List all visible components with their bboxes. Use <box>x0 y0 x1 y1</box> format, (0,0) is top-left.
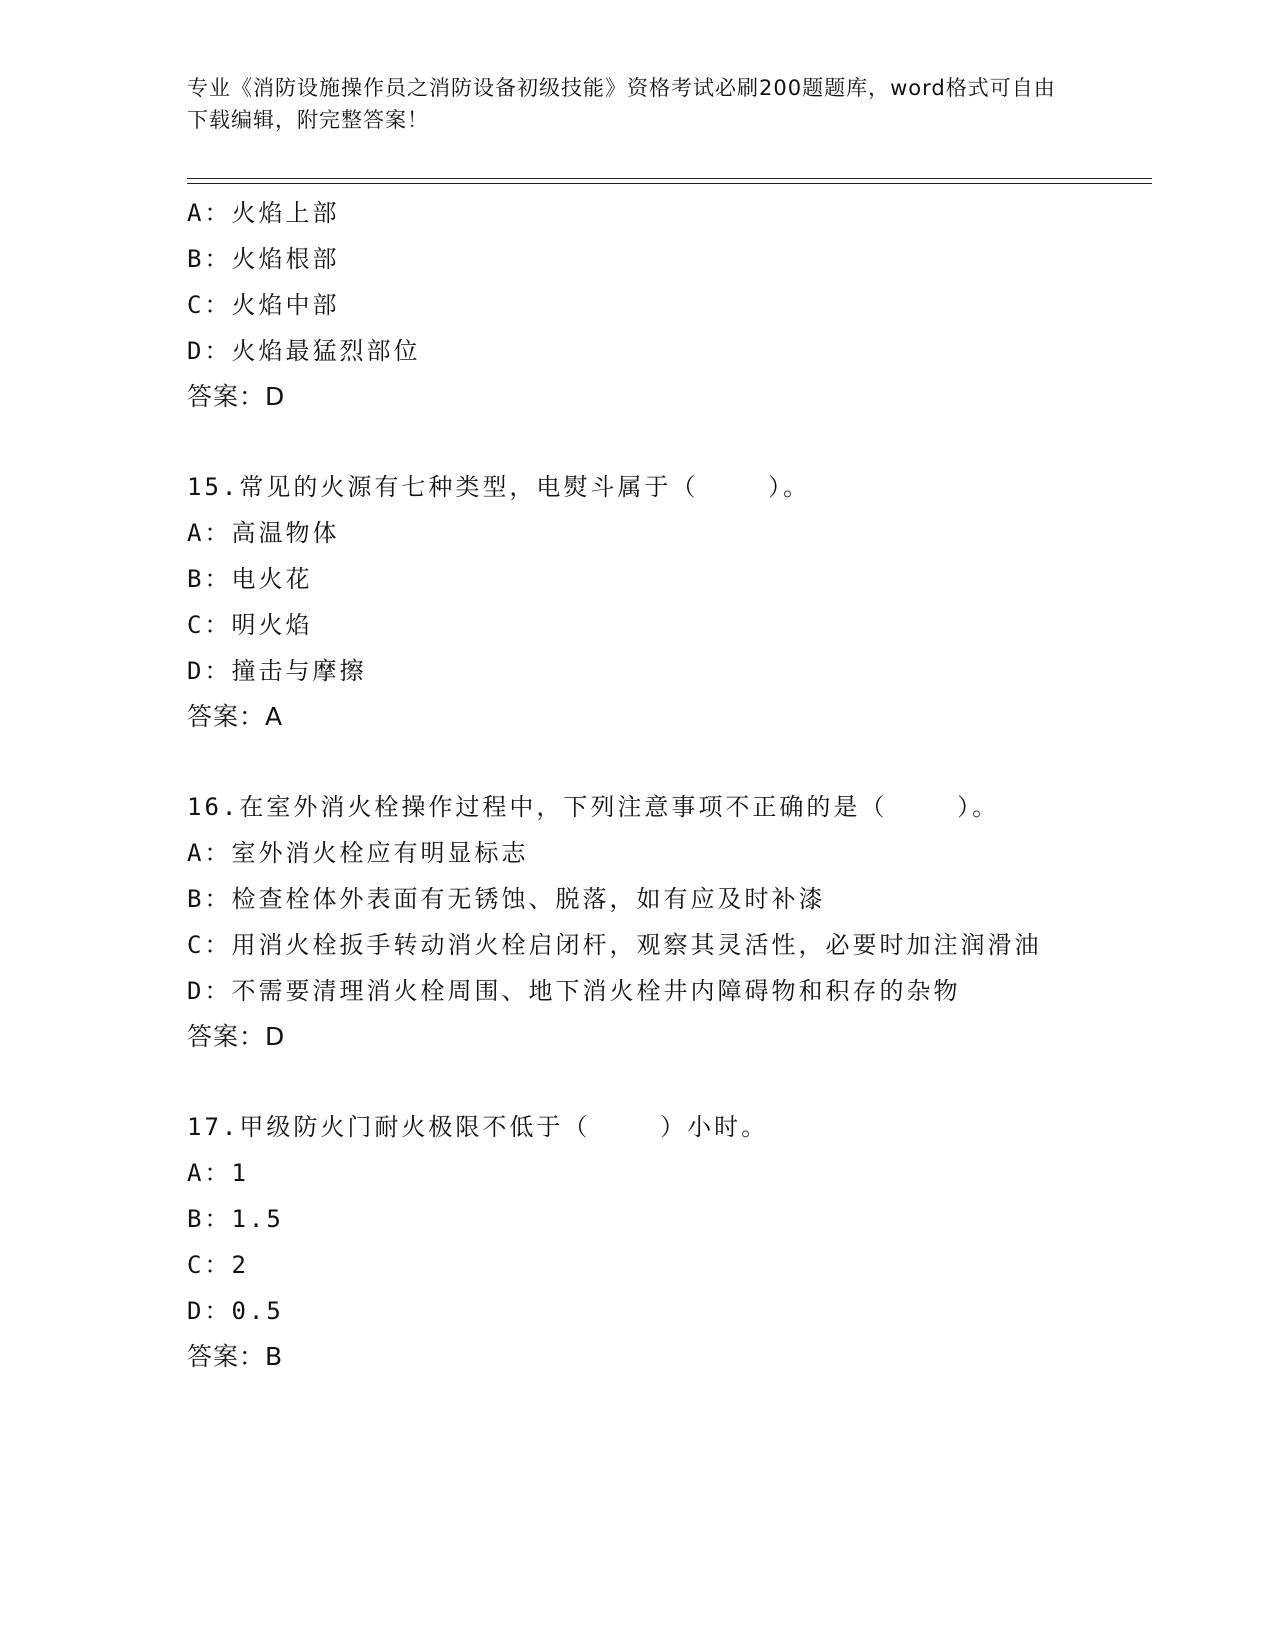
option-b: B：检查栓体外表面有无锈蚀、脱落，如有应及时补漆 <box>187 885 826 913</box>
question-text: 16.在室外消火栓操作过程中，下列注意事项不正确的是（ ）。 <box>187 793 1000 821</box>
question-block-15 <box>187 464 1087 740</box>
option-b: B：火焰根部 <box>187 245 340 273</box>
option-b: B：电火花 <box>187 565 313 593</box>
question-text: 15.常见的火源有七种类型，电熨斗属于（ ）。 <box>187 473 811 501</box>
answer-line: 答案：A <box>187 702 284 731</box>
option-c: C：火焰中部 <box>187 291 340 319</box>
option-a: A：高温物体 <box>187 519 340 547</box>
option-d: D：0.5 <box>187 1297 284 1325</box>
question-list <box>187 190 1087 1380</box>
option-d: D：撞击与摩擦 <box>187 657 367 685</box>
question-block-16 <box>187 784 1087 1060</box>
option-a: A：1 <box>187 1159 249 1187</box>
question-block-14 <box>187 190 1087 420</box>
option-a: A：室外消火栓应有明显标志 <box>187 839 529 867</box>
answer-line: 答案：D <box>187 382 286 411</box>
option-c: C：用消火栓扳手转动消火栓启闭杆，观察其灵活性，必要时加注润滑油 <box>187 931 1042 959</box>
option-c: C：明火焰 <box>187 611 313 639</box>
option-a: A：火焰上部 <box>187 199 340 227</box>
option-d: D：不需要清理消火栓周围、地下消火栓井内障碍物和积存的杂物 <box>187 977 961 1005</box>
question-text: 17.甲级防火门耐火极限不低于（ ）小时。 <box>187 1113 769 1141</box>
header-divider <box>187 178 1152 184</box>
option-d: D：火焰最猛烈部位 <box>187 337 421 365</box>
document-header: 专业《消防设施操作员之消防设备初级技能》资格考试必刷200题题库，word格式可自由下载编辑，附完整答案！ <box>187 76 1056 132</box>
answer-line: 答案：D <box>187 1022 286 1051</box>
answer-line: 答案：B <box>187 1342 284 1371</box>
question-block-17 <box>187 1104 1087 1380</box>
option-c: C：2 <box>187 1251 249 1279</box>
option-b: B：1.5 <box>187 1205 284 1233</box>
